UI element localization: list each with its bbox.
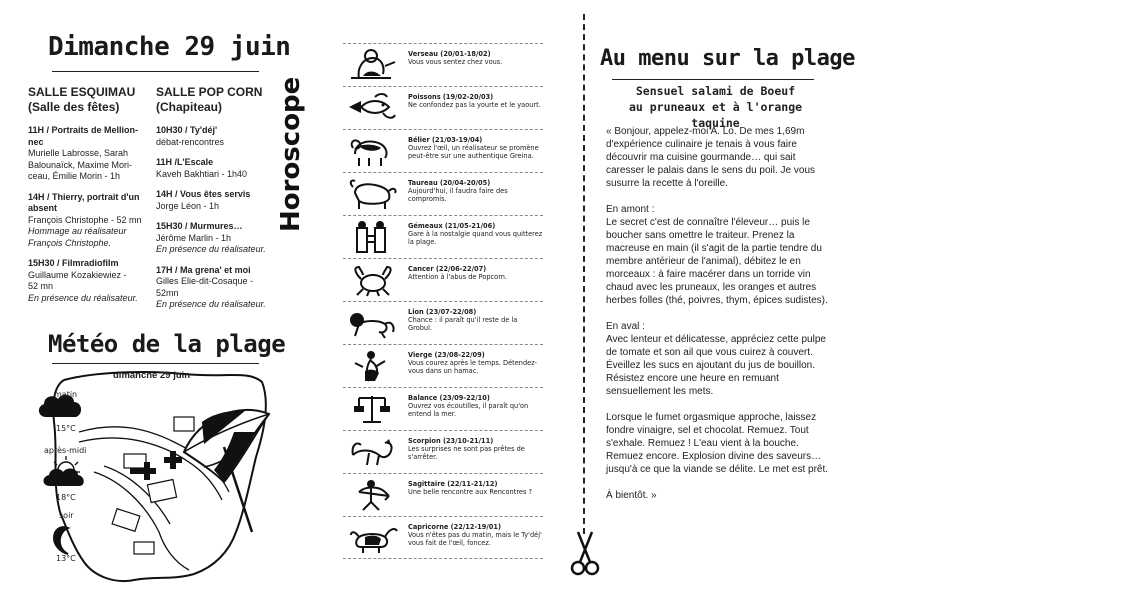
program-item <box>28 192 146 250</box>
horoscope-sign <box>343 172 543 215</box>
sign-text: Une belle rencontre aux Rencontres ? <box>408 488 532 496</box>
program-title: 14H / Vous êtes servis <box>156 189 251 199</box>
program-item <box>156 189 274 212</box>
recipe-step-aval <box>606 320 830 398</box>
weather-period-label: soir <box>59 511 74 520</box>
program-detail: 52mn <box>156 287 179 298</box>
program-item <box>156 221 274 256</box>
recipe-finish: Lorsque le fumet orgasmique approche, laissez fondre vinaigre, sel et chocolat. Remuez. Tout s'exhale. Remuez ! L'eau vient à la bouche. Remuez encore. Explosion divine des saveurs… jusqu'à ce que la viande se délite. Le met est prêt. <box>606 412 829 475</box>
menu-title: Au menu sur la plage <box>600 46 855 71</box>
gemini-icon <box>345 220 400 254</box>
title-underline <box>52 71 259 72</box>
sign-name: Bélier (21/03-19/04) <box>408 136 483 144</box>
venue-name-line2: (Chapiteau) <box>156 100 222 114</box>
horoscope-sign <box>343 129 543 172</box>
aquarius-icon <box>345 48 400 82</box>
horoscope-list <box>343 43 543 559</box>
menu-underline <box>612 79 814 80</box>
venue-name <box>28 85 146 115</box>
program-detail: François Christophe - 52 mn <box>28 214 142 225</box>
program-item <box>28 125 146 183</box>
capricorn-icon <box>345 521 400 555</box>
horoscope-sign <box>343 344 543 387</box>
sign-name: Poissons (19/02-20/03) <box>408 93 494 101</box>
horoscope-sign <box>343 430 543 473</box>
recipe-title-line2: au pruneaux et à l'orange taquine <box>628 100 803 130</box>
horoscope-sign <box>343 86 543 129</box>
sun-cloud-icon <box>43 456 83 486</box>
program-detail: Murielle Labrosse, Sarah <box>28 148 129 158</box>
venue-name-line2: (Salle des fêtes) <box>28 100 120 114</box>
program-title: 10H30 / Ty'déj' <box>156 125 218 135</box>
step-heading: En aval : <box>606 321 645 332</box>
recipe-title-line1: Sensuel salami de Boeuf <box>635 84 796 98</box>
aries-icon <box>345 134 400 168</box>
sign-name: Verseau (20/01-18/02) <box>408 50 491 58</box>
sign-name: Cancer (22/06-22/07) <box>408 265 487 273</box>
program-title: 17H / Ma grena' et moi <box>156 264 251 275</box>
program-title: 15H30 / Filmradiofilm <box>28 258 119 268</box>
program-title: 14H / Thierry, portrait d'un absent <box>28 191 140 213</box>
horoscope-sign <box>343 516 543 559</box>
step-heading: En amont : <box>606 204 655 215</box>
weather-period-label: après-midi <box>44 446 87 455</box>
horoscope-sign <box>343 473 543 516</box>
meteo-title: Météo de la plage <box>48 330 286 358</box>
weather-temp: 15°C <box>56 424 76 433</box>
program-title: 15H30 / Murmures… <box>156 221 243 231</box>
program-detail: 52 mn <box>28 281 54 291</box>
sign-name: Vierge (23/08-22/09) <box>408 351 485 359</box>
meteo-date: dimanche 29 juin <box>113 370 191 381</box>
pisces-icon <box>345 91 400 125</box>
program-detail: débat-rencontres <box>156 136 225 147</box>
sign-text: Ouvrez l'œil, un réalisateur se promène peut-être sur une authentique Greina. <box>408 144 539 160</box>
venue-salle-esquimau <box>28 85 146 313</box>
program-detail: Gilles Elie-dit-Cosaque - <box>156 276 254 286</box>
sign-name: Gémeaux (21/05-21/06) <box>408 222 496 230</box>
horoscope-sign <box>343 258 543 301</box>
program-title: 11H /L'Escale <box>156 157 214 167</box>
sign-name: Sagittaire (22/11-21/12) <box>408 480 498 488</box>
program-note: Hommage au réalisateur <box>28 226 127 236</box>
sign-text: Gare à la nostalgie quand vous quitterez la plage. <box>408 230 543 246</box>
program-item <box>156 157 274 180</box>
program-note: En présence du réalisateur. <box>156 244 266 254</box>
weather-temp: 18°C <box>56 493 76 502</box>
sign-text: Vous courez après le temps. Détendez-vous dans un hamac. <box>408 359 538 375</box>
sign-text: Chance : il paraît qu'il reste de la Grobul. <box>408 316 518 332</box>
recipe-body <box>606 125 830 515</box>
venue-name-line1: SALLE POP CORN <box>156 85 263 99</box>
moon-icon <box>54 527 68 554</box>
sign-name: Balance (23/09-22/10) <box>408 394 490 402</box>
horoscope-sign <box>343 301 543 344</box>
program-detail: ceau, Émilie Morin - 1h <box>28 171 121 181</box>
venue-salle-pop-corn <box>156 85 274 320</box>
recipe-step-amont <box>606 203 830 307</box>
sign-text: Attention à l'abus de Popcorn. <box>408 273 508 281</box>
step-text: Le secret c'est de connaître l'éleveur… puis le boucher sans omettre le traiteur. Prenez la macreuse en main (il s'agit de la partie tendre du membre antérieur de l'animal), débitez le en morceaux : à faire macérer dans un torride vin chaud avec les pruneaux, les oranges et autres herbes folles (thé, poivres, thym, épices sudistes). <box>606 217 828 306</box>
program-item <box>156 125 274 148</box>
program-detail: Jorge Léon - 1h <box>156 200 220 211</box>
virgo-icon <box>345 349 400 383</box>
venue-name <box>156 85 274 115</box>
scissors-icon <box>570 530 600 578</box>
sign-name: Taureau (20/04-20/05) <box>408 179 491 187</box>
horoscope-sign <box>343 43 543 86</box>
horoscope-sign <box>343 387 543 430</box>
sign-text: Vous vous sentez chez vous. <box>408 58 503 66</box>
program-note: En présence du réalisateur. <box>28 292 138 303</box>
sagittarius-icon <box>345 478 400 512</box>
leo-icon <box>345 306 400 340</box>
step-text: Avec lenteur et délicatesse, appréciez cette pulpe de tomate et son ail que vous cuirez à couvert. <box>606 334 826 358</box>
recipe-title <box>603 83 828 131</box>
recipe-intro: « Bonjour, appelez-moi A. Lo. De mes 1,69m d'expérience culinaire je tenais à vous faire découvrir ma cuisine gourmande… qui sait caresser le palais dans le sens du poil. Je vous susurre la recette à l'oreille. <box>606 126 816 189</box>
sign-name: Capricorne (22/12-19/01) <box>408 523 501 531</box>
program-detail: Balounaïck, Maxime Mori- <box>28 159 133 170</box>
sign-name: Scorpion (23/10-21/11) <box>408 437 494 445</box>
cancer-icon <box>345 263 400 297</box>
sign-text: Les surprises ne sont pas prêtes de s'arrêter. <box>408 445 525 461</box>
sign-text: Vous n'êtes pas du matin, mais le Ty'déj' vous fait de l'œil, foncez. <box>408 531 542 547</box>
program-note: François Christophe. <box>28 237 112 248</box>
scorpio-icon <box>345 435 400 469</box>
weather-temp: 13°C <box>56 554 76 563</box>
cut-line <box>583 14 585 534</box>
venue-name-line1: SALLE ESQUIMAU <box>28 85 136 99</box>
weather-period-label: matin <box>54 390 78 399</box>
day-title: Dimanche 29 juin <box>48 32 291 62</box>
recipe-closing: À bientôt. » <box>606 490 657 501</box>
program-item <box>156 265 274 311</box>
umbrella-icon <box>184 410 269 532</box>
taurus-icon <box>345 177 400 211</box>
horoscope-title: Horoscope <box>276 76 306 232</box>
program-detail: Jérôme Marlin - 1h <box>156 232 232 243</box>
horoscope-sign <box>343 215 543 258</box>
sign-text: Ouvrez vos écoutilles, il paraît qu'on entend la mer. <box>408 402 529 418</box>
program-detail: Guillaume Kozakiewiez - <box>28 269 127 280</box>
step-text: Éveillez les sucs en ajoutant du jus de bouillon. Résistez encore une heure en remuant sensuellement les mets. <box>606 360 816 397</box>
libra-icon <box>345 392 400 426</box>
program-title: 11H / Portraits de Mellion-nec <box>28 125 139 147</box>
sign-text: Aujourd'hui, il faudra faire des compromis. <box>408 187 508 203</box>
sign-name: Lion (23/07-22/08) <box>408 308 477 316</box>
sign-text: Ne confondez pas la yourte et le yaourt. <box>408 101 541 109</box>
program-note: En présence du réalisateur. <box>156 299 266 309</box>
program-detail: Kaveh Bakhtiari - 1h40 <box>156 168 248 179</box>
program-item <box>28 258 146 304</box>
